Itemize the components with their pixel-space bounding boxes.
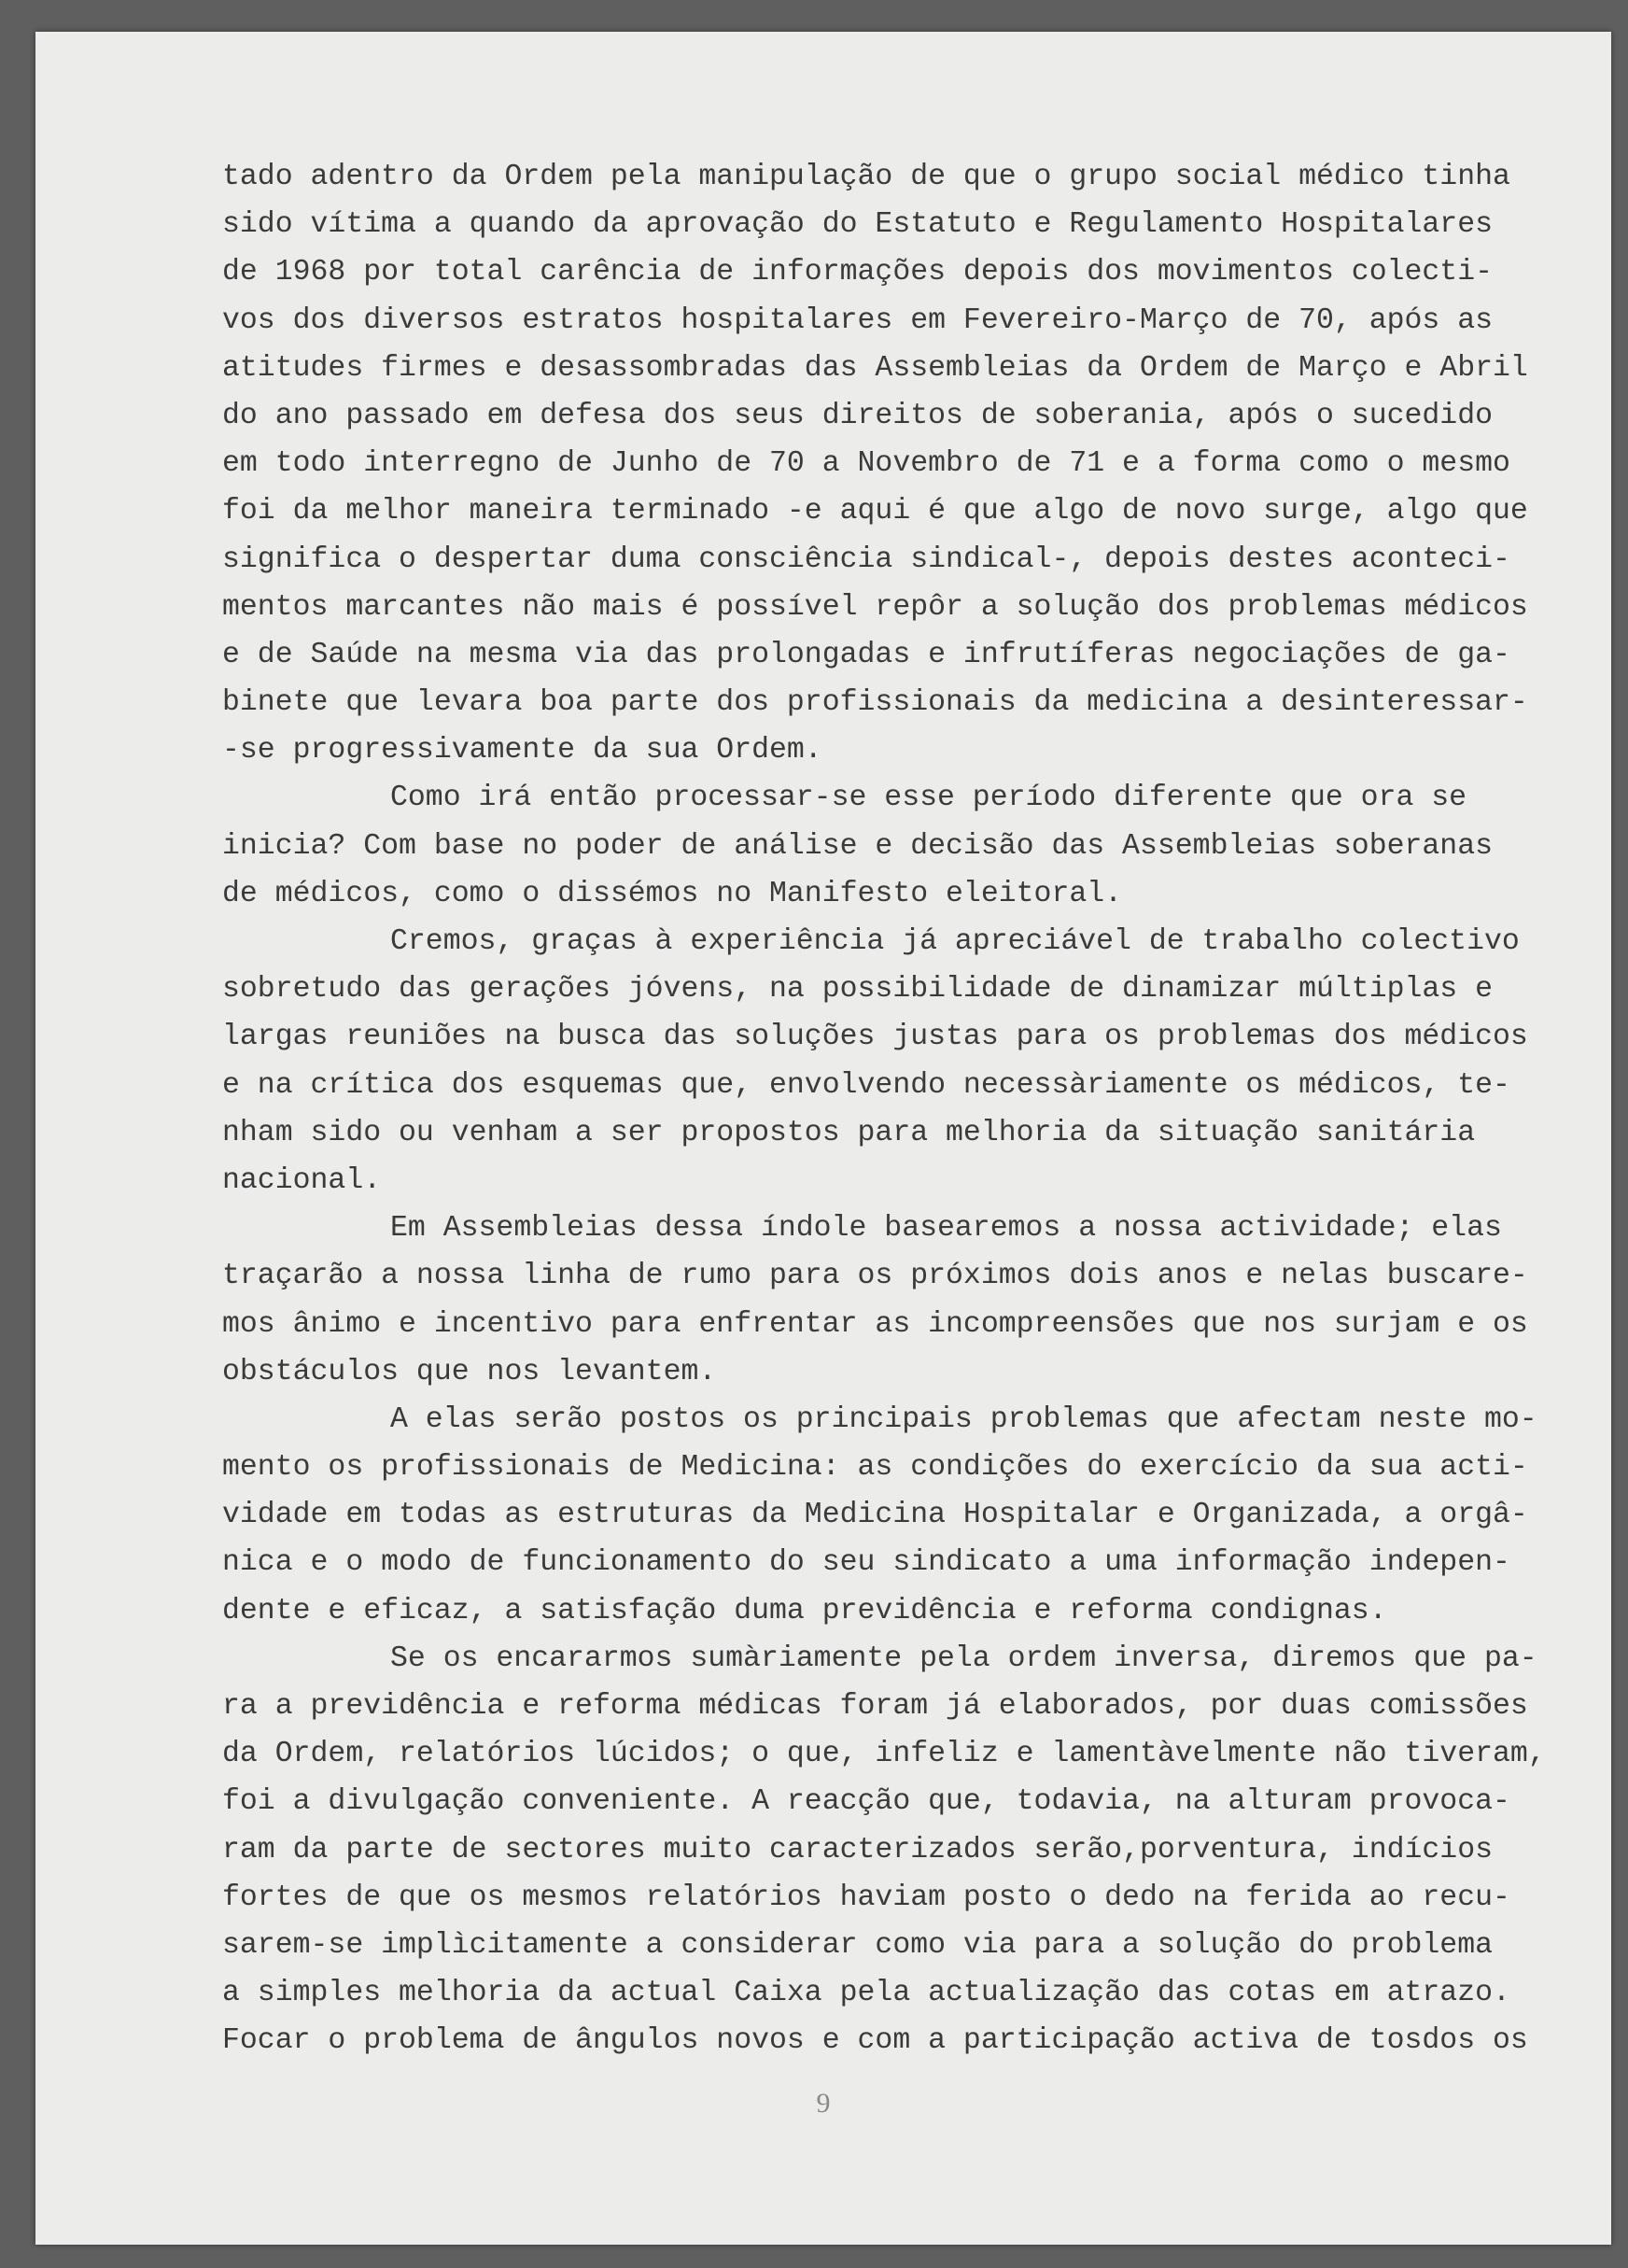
text-line: tado adentro da Ordem pela manipulação de que o grupo social médico tinha	[222, 161, 1510, 193]
text-line: binete que levara boa parte dos profissionais da medicina a desinteressar-	[222, 686, 1528, 720]
text-line: sido vítima a quando da aprovação do Estatuto e Regulamento Hospitalares	[222, 208, 1494, 242]
text-line: a simples melhoria da actual Caixa pela actualização das cotas em atrazo.	[222, 1977, 1510, 2010]
text-line: mentos marcantes não mais é possível repôr a solução dos problemas médicos	[222, 590, 1528, 624]
paragraph-first-line: Se os encararmos sumàriamente pela ordem inversa, diremos que pa-	[390, 1641, 1537, 1675]
body-text	[222, 153, 1546, 2065]
text-line: da Ordem, relatórios lúcidos; o que, infeliz e lamentàvelmente não tiveram,	[222, 1738, 1546, 1771]
text-line: mos ânimo e incentivo para enfrentar as incompreensões que nos surjam e os	[222, 1307, 1528, 1341]
text-line: foi a divulgação conveniente. A reacção que, todavia, na alturam provoca-	[222, 1785, 1510, 1819]
text-line: Focar o problema de ângulos novos e com a participação activa de tosdos os	[222, 2024, 1528, 2058]
text-line: sobretudo das gerações jóvens, na possibilidade de dinamizar múltiplas e	[222, 973, 1494, 1007]
text-line: nica e o modo de funcionamento do seu sindicato a uma informação indepen-	[222, 1546, 1510, 1580]
paragraph-first-line: Como irá então processar-se esse período diferente que ora se	[390, 782, 1467, 815]
text-line: ram da parte de sectores muito caracterizados serão,porventura, indícios	[222, 1833, 1494, 1867]
text-line: nham sido ou venham a ser propostos para melhoria da situação sanitária	[222, 1116, 1476, 1149]
text-line: e na crítica dos esquemas que, envolvendo necessàriamente os médicos, te-	[222, 1068, 1510, 1102]
text-line: atitudes firmes e desassombradas das Assembleias da Ordem de Março e Abril	[222, 351, 1528, 385]
paragraph-first-line: Em Assembleias dessa índole basearemos a nossa actividade; elas	[390, 1212, 1502, 1246]
document-page	[35, 32, 1611, 2245]
text-line: de médicos, como o dissémos no Manifesto eleitoral.	[222, 877, 1123, 910]
paragraph-first-line: A elas serão postos os principais problemas que afectam neste mo-	[390, 1402, 1537, 1436]
text-line: nacional.	[222, 1163, 382, 1197]
text-line: significa o despertar duma consciência sindical-, depois destes aconteci-	[222, 542, 1510, 576]
text-line: obstáculos que nos levantem.	[222, 1355, 717, 1388]
text-line: mento os profissionais de Medicina: as condições do exercício da sua acti-	[222, 1451, 1528, 1485]
page-number: 9	[816, 2088, 831, 2119]
text-line: e de Saúde na mesma via das prolongadas e infrutíferas negociações de ga-	[222, 638, 1510, 671]
text-line: ra a previdência e reforma médicas foram já elaborados, por duas comissões	[222, 1690, 1528, 1723]
text-line: inicia? Com base no poder de análise e decisão das Assembleias soberanas	[222, 829, 1494, 863]
text-line: -se progressivamente da sua Ordem.	[222, 734, 822, 768]
text-line: largas reuniões na busca das soluções justas para os problemas dos médicos	[222, 1021, 1528, 1054]
text-line: vos dos diversos estratos hospitalares em Fevereiro-Março de 70, após as	[222, 303, 1494, 337]
text-line: fortes de que os mesmos relatórios haviam posto o dedo na ferida ao recu-	[222, 1881, 1510, 1914]
paragraph-first-line: Cremos, graças à experiência já apreciável de trabalho colectivo	[390, 925, 1520, 958]
text-line: sarem-se implìcitamente a considerar como via para a solução do problema	[222, 1928, 1494, 1962]
text-line: dente e eficaz, a satisfação duma previdência e reforma condignas.	[222, 1594, 1387, 1627]
text-line: do ano passado em defesa dos seus direitos de soberania, após o sucedido	[222, 399, 1494, 432]
text-line: de 1968 por total carência de informações depois dos movimentos colecti-	[222, 256, 1494, 289]
text-line: traçarão a nossa linha de rumo para os próximos dois anos e nelas buscare-	[222, 1260, 1528, 1293]
text-line: em todo interregno de Junho de 70 a Novembro de 71 e a forma como o mesmo	[222, 447, 1510, 481]
text-line: vidade em todas as estruturas da Medicina Hospitalar e Organizada, a orgâ-	[222, 1499, 1528, 1532]
text-line: foi da melhor maneira terminado -e aqui é que algo de novo surge, algo que	[222, 495, 1528, 528]
